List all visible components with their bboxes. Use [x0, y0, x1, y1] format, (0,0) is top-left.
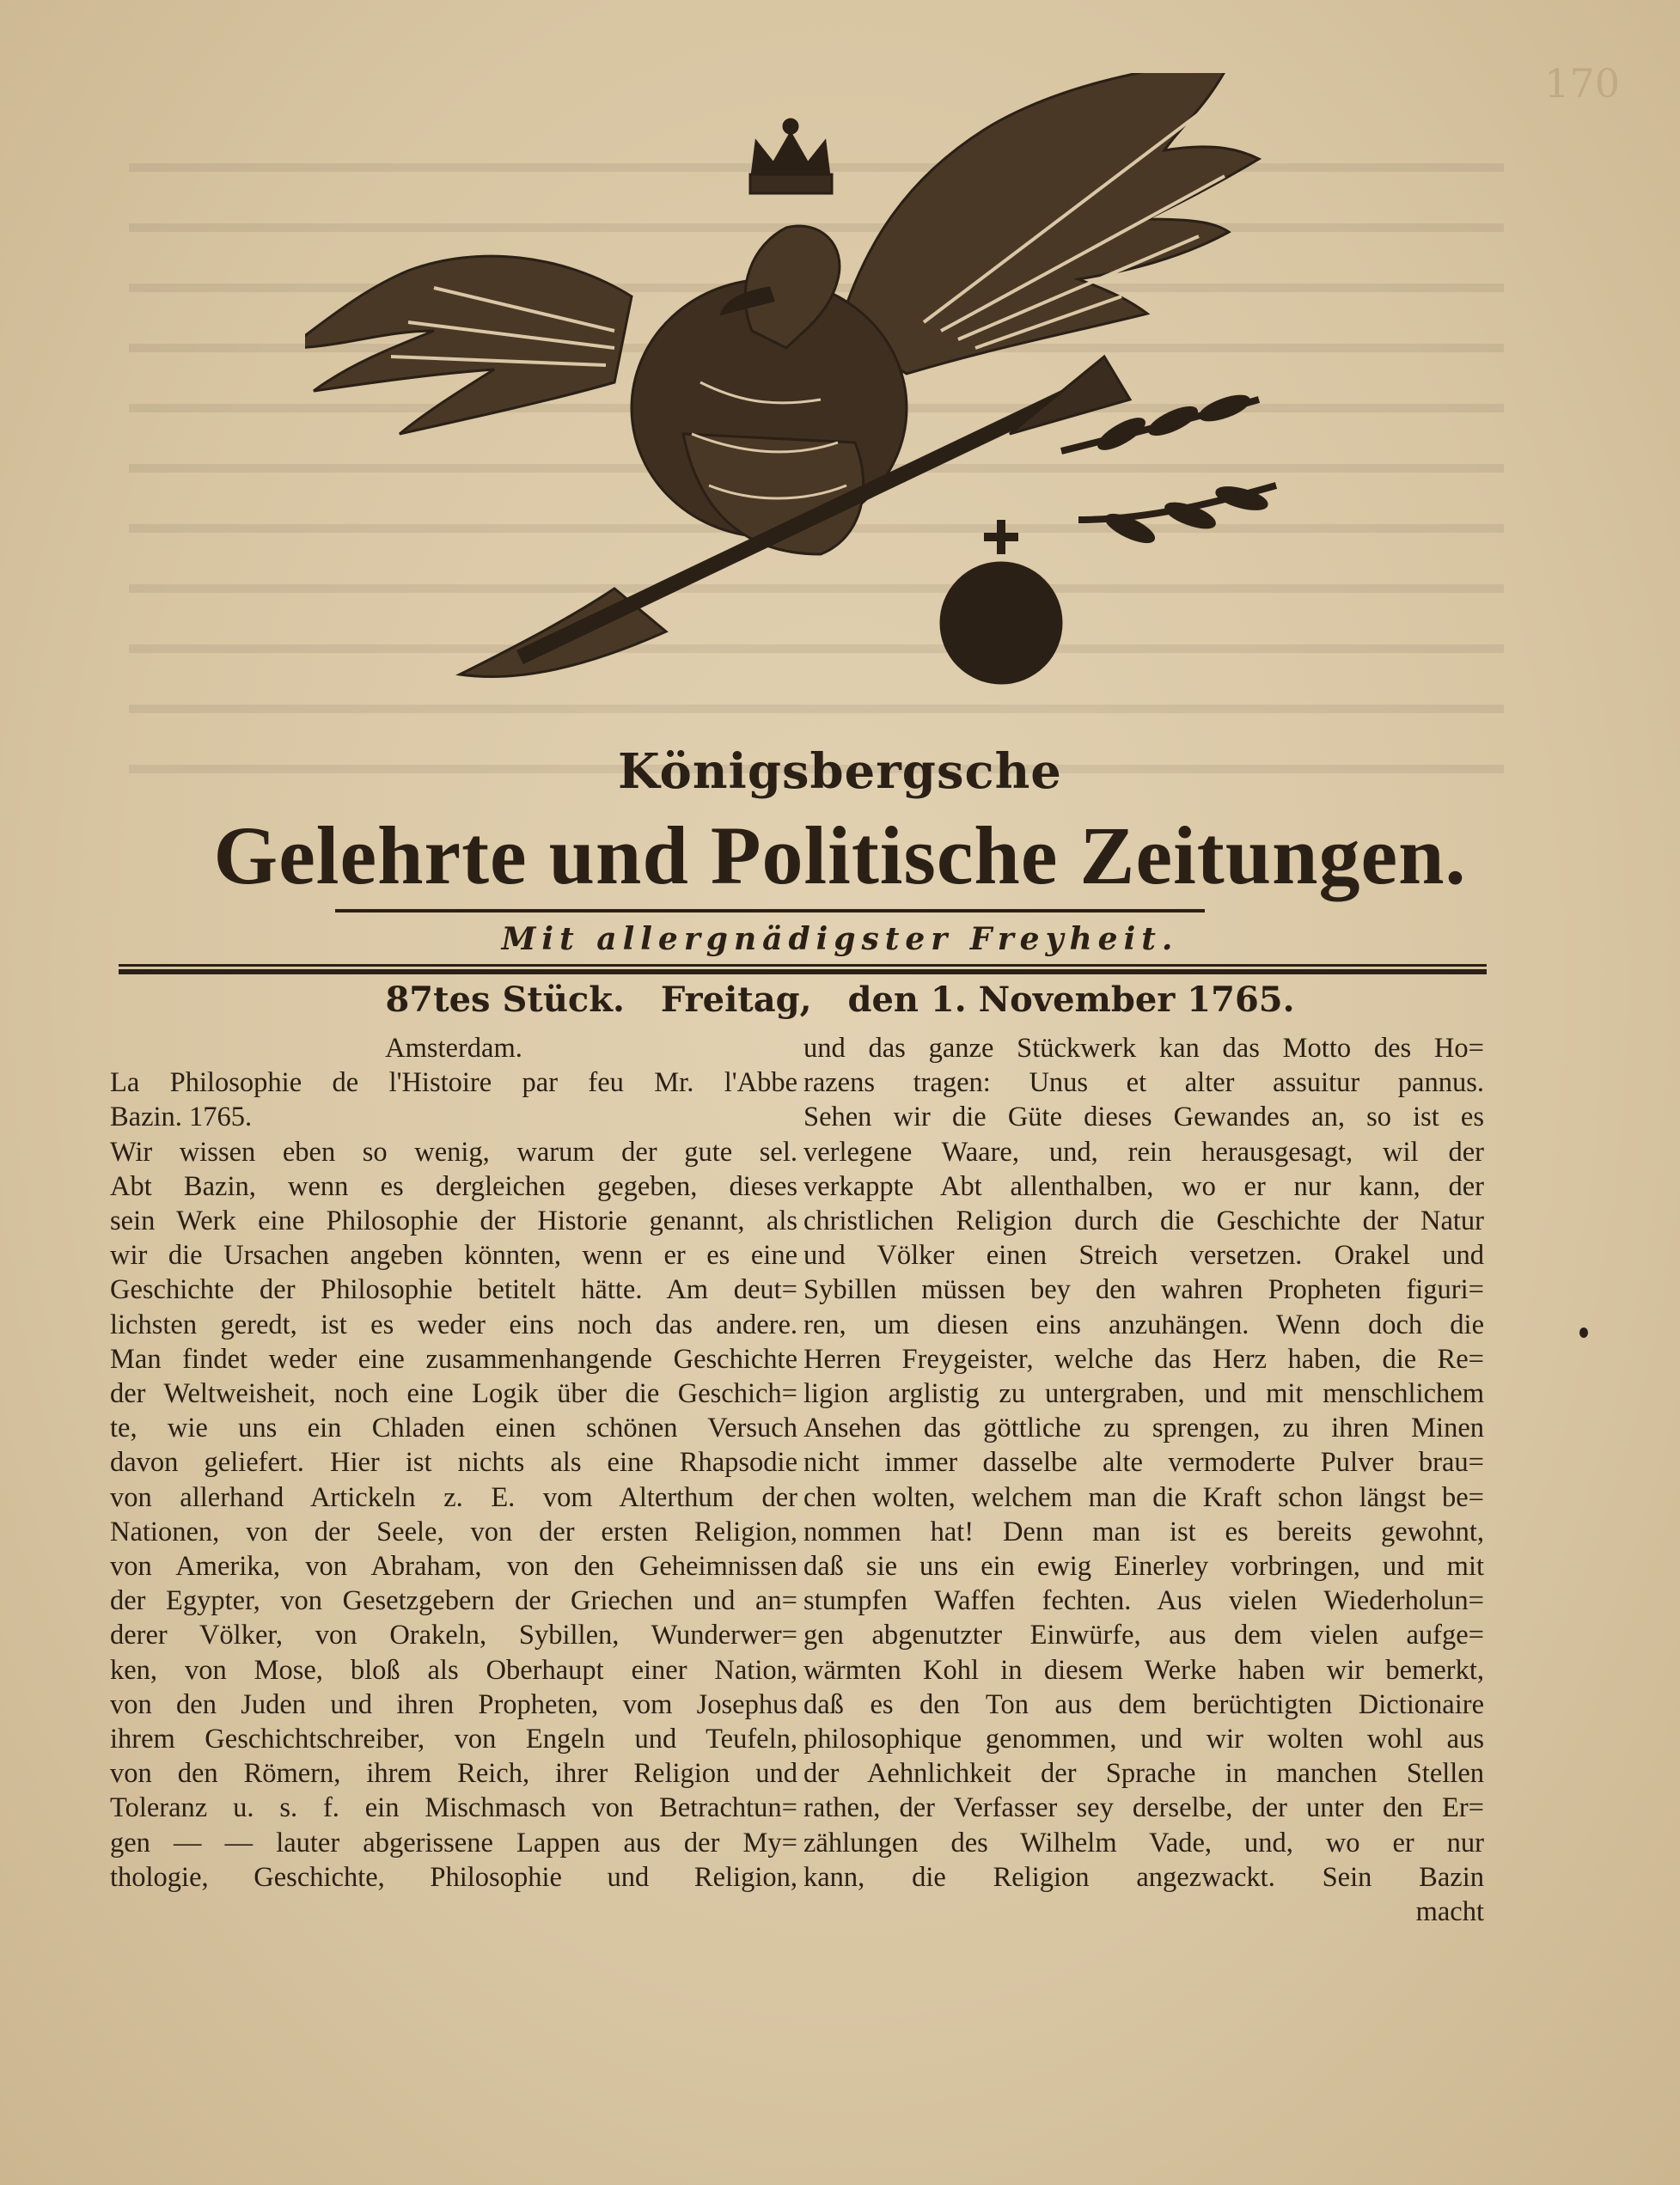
article-line: davon geliefert. Hier ist nichts als eine Rhapsodie — [110, 1447, 797, 1479]
article-line: Sybillen müssen bey den wahren Propheten figuri= — [803, 1274, 1484, 1306]
article-line: daß es den Ton aus dem berüchtigten Dictionaire — [803, 1688, 1484, 1720]
double-rule-top — [119, 964, 1487, 967]
article-line: verlegene Waare, und, rein herausgesagt, wil der — [803, 1136, 1484, 1168]
article-line: Nationen, von der Seele, von der ersten Religion, — [110, 1516, 797, 1547]
article-line: rathen, der Verfasser sey derselbe, der unter den Er= — [803, 1792, 1484, 1824]
masthead-rule — [335, 909, 1205, 912]
article-line: ligion arglistig zu untergraben, und mit menschlichem — [803, 1378, 1484, 1410]
article-line: stumpfen Waffen fechten. Aus vielen Wiederholun= — [803, 1585, 1484, 1617]
ink-spot — [1579, 1327, 1588, 1338]
article-line: von allerhand Artickeln z. E. vom Alterthum der — [110, 1481, 797, 1513]
article-line: lichsten geredt, ist es weder eins noch das andere. — [110, 1309, 797, 1340]
article-line: der Aehnlichkeit der Sprache in manchen Stellen — [803, 1758, 1484, 1790]
article-line: Wir wissen eben so wenig, warum der gute sel. — [110, 1136, 797, 1168]
article-line: philosophique genommen, und wir wolten wohl aus — [803, 1724, 1484, 1755]
article-line: gen — — lauter abgerissene Lappen aus der My= — [110, 1827, 797, 1858]
article-line: Man findet weder eine zusammenhangende Geschichte — [110, 1343, 797, 1375]
article-line: christlichen Religion durch die Geschichte der Natur — [803, 1205, 1484, 1237]
article-line: von den Römern, ihrem Reich, ihrer Religion und — [110, 1758, 797, 1790]
article-line: verkappte Abt allenthalben, wo er nur kann, der — [803, 1170, 1484, 1202]
issue-date: den 1. November 1765. — [847, 980, 1295, 1020]
article-line: ihrem Geschichtschreiber, von Engeln und Teufeln, — [110, 1724, 797, 1755]
masthead-title-line1: Königsbergsche — [618, 743, 1062, 800]
article-line: und das ganze Stückwerk kan das Motto des Ho= — [803, 1033, 1484, 1064]
crowned-eagle-icon — [305, 73, 1310, 760]
dateline — [0, 980, 1680, 1020]
article-line: daß sie uns ein ewig Einerley vorbringen, und mit — [803, 1551, 1484, 1583]
article-line: zählungen des Wilhelm Vade, und, wo er nur — [803, 1827, 1484, 1858]
article-line: und Völker einen Streich versetzen. Orakel und — [803, 1240, 1484, 1272]
article-line: Geschichte der Philosophie betitelt hätte. Am deut= — [110, 1274, 797, 1306]
issue-number: 87tes Stück. — [385, 980, 625, 1020]
article-line: te, wie uns ein Chladen einen schönen Versuch — [110, 1413, 797, 1444]
article-line: kann, die Religion angezwackt. Sein Bazin — [803, 1861, 1484, 1893]
article-line: wir die Ursachen angeben könnten, wenn er es eine — [110, 1240, 797, 1272]
article-line: der Weltweisheit, noch eine Logik über die Geschich= — [110, 1378, 797, 1410]
weekday: Freitag, — [660, 980, 812, 1020]
article-line: La Philosophie de l'Histoire par feu Mr. l'Abbe — [110, 1067, 797, 1099]
article-line: nommen hat! Denn man ist es bereits gewohnt, — [803, 1516, 1484, 1547]
article-line: ren, um diesen eins anzuhängen. Wenn doch die — [803, 1309, 1484, 1340]
article-line: von den Juden und ihren Propheten, vom Josephus — [110, 1688, 797, 1720]
article-column-left — [110, 1031, 797, 1895]
article-line: Ansehen das göttliche zu sprengen, zu ihren Minen — [803, 1413, 1484, 1444]
article-line: macht — [1415, 1896, 1484, 1928]
article-line: Toleranz u. s. f. ein Mischmasch von Betrachtun= — [110, 1792, 797, 1824]
page-number: 170 — [1544, 60, 1620, 107]
article-line: razens tragen: Unus et alter assuitur pannus. — [803, 1067, 1484, 1099]
article-heading: Amsterdam. — [385, 1033, 522, 1064]
article-line: chen wolten, welchem man die Kraft schon längst be= — [803, 1481, 1484, 1513]
article-line: wärmten Kohl in diesem Werke haben wir bemerkt, — [803, 1654, 1484, 1686]
article-line: von Amerika, von Abraham, von den Geheimnissen — [110, 1551, 797, 1583]
article-line: der Egypter, von Gesetzgebern der Griechen und an= — [110, 1585, 797, 1617]
article-line: nicht immer dasselbe alte vermoderte Pulver brau= — [803, 1447, 1484, 1479]
article-line: sein Werk eine Philosophie der Historie genannt, als — [110, 1205, 797, 1237]
article-column-right — [803, 1031, 1484, 1929]
privilege-line: Mit allergnädigster Freyheit. — [501, 921, 1179, 957]
article-line: Bazin. 1765. — [110, 1102, 253, 1133]
double-rule-bottom — [119, 969, 1487, 974]
article-line: derer Völker, von Orakeln, Sybillen, Wunderwer= — [110, 1620, 797, 1651]
article-line: Abt Bazin, wenn es dergleichen gegeben, dieses — [110, 1170, 797, 1202]
article-line: Sehen wir die Güte dieses Gewandes an, so ist es — [803, 1102, 1484, 1133]
article-line: Herren Freygeister, welche das Herz haben, die Re= — [803, 1343, 1484, 1375]
article-line: gen abgenutzter Einwürfe, aus dem vielen aufge= — [803, 1620, 1484, 1651]
article-line: thologie, Geschichte, Philosophie und Religion, — [110, 1861, 797, 1893]
article-line: ken, von Mose, bloß als Oberhaupt einer Nation, — [110, 1654, 797, 1686]
masthead-title-line2: Gelehrte und Politische Zeitungen. — [213, 809, 1467, 901]
